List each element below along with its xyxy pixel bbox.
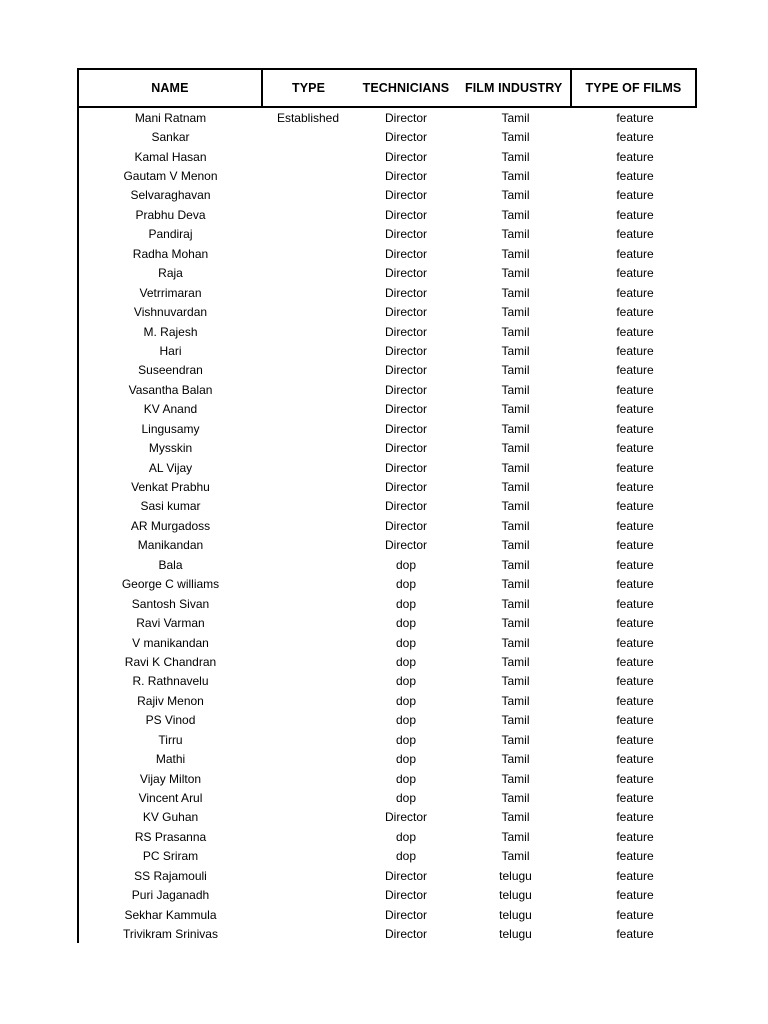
table-row xyxy=(79,516,697,535)
cell-type-of-films: feature xyxy=(616,285,654,300)
cell-type-of-films: feature xyxy=(616,305,654,320)
cell-technicians: Director xyxy=(384,266,427,281)
table-row xyxy=(79,613,697,632)
cell-name: Sasi kumar xyxy=(140,499,201,514)
spreadsheet-table xyxy=(77,68,697,943)
table-row xyxy=(79,924,697,943)
cell-type-of-films: feature xyxy=(616,207,654,222)
cell-name: Santosh Sivan xyxy=(131,596,210,611)
cell-name: Lingusamy xyxy=(141,421,200,436)
cell-type-of-films: feature xyxy=(616,752,654,767)
cell-name: Ravi K Chandran xyxy=(124,654,217,669)
cell-technicians: Director xyxy=(384,518,427,533)
cell-film-industry: Tamil xyxy=(501,188,530,203)
cell-film-industry: Tamil xyxy=(501,382,530,397)
table-row xyxy=(79,633,697,652)
cell-type-of-films: feature xyxy=(616,363,654,378)
cell-film-industry: Tamil xyxy=(501,207,530,222)
cell-technicians: Director xyxy=(384,460,427,475)
cell-type-of-films: feature xyxy=(616,927,654,942)
table-row xyxy=(79,419,697,438)
cell-name: KV Guhan xyxy=(142,810,199,825)
cell-technicians: dop xyxy=(395,557,417,572)
cell-film-industry: Tamil xyxy=(501,305,530,320)
cell-type-of-films: feature xyxy=(616,246,654,261)
cell-name: Kamal Hasan xyxy=(134,149,207,164)
cell-technicians: Director xyxy=(384,149,427,164)
cell-technicians: Director xyxy=(384,402,427,417)
cell-type-of-films: feature xyxy=(616,421,654,436)
cell-film-industry: Tamil xyxy=(501,810,530,825)
cell-technicians: Director xyxy=(384,227,427,242)
cell-type-of-films: feature xyxy=(616,849,654,864)
table-row xyxy=(79,788,697,807)
cell-name: Vetrrimaran xyxy=(139,285,202,300)
table-row xyxy=(79,108,697,127)
table-row xyxy=(79,827,697,846)
table-row xyxy=(79,205,697,224)
cell-film-industry: Tamil xyxy=(501,149,530,164)
cell-technicians: Director xyxy=(384,305,427,320)
cell-type-of-films: feature xyxy=(616,343,654,358)
cell-type-of-films: feature xyxy=(616,771,654,786)
cell-technicians: Director xyxy=(384,421,427,436)
table-row xyxy=(79,322,697,341)
cell-film-industry: Tamil xyxy=(501,577,530,592)
cell-type-of-films: feature xyxy=(616,149,654,164)
cell-film-industry: Tamil xyxy=(501,849,530,864)
cell-technicians: Director xyxy=(384,324,427,339)
cell-film-industry: Tamil xyxy=(501,169,530,184)
table-row xyxy=(79,341,697,360)
table-row xyxy=(79,808,697,827)
table-row xyxy=(79,652,697,671)
cell-technicians: dop xyxy=(395,791,417,806)
cell-type-of-films: feature xyxy=(616,654,654,669)
cell-name: Pandiraj xyxy=(148,227,193,242)
cell-name: Vishnuvardan xyxy=(133,305,208,320)
cell-film-industry: Tamil xyxy=(501,246,530,261)
cell-technicians: Director xyxy=(384,441,427,456)
cell-film-industry: Tamil xyxy=(501,635,530,650)
cell-film-industry: Tamil xyxy=(501,518,530,533)
cell-technicians: Director xyxy=(384,480,427,495)
cell-name: Prabhu Deva xyxy=(135,207,206,222)
cell-type-of-films: feature xyxy=(616,382,654,397)
cell-type-of-films: feature xyxy=(616,110,654,125)
header-technicians: TECHNICIANS xyxy=(362,81,450,95)
cell-type-of-films: feature xyxy=(616,538,654,553)
cell-name: Raja xyxy=(158,266,183,281)
cell-name: Radha Mohan xyxy=(132,246,209,261)
cell-type-of-films: feature xyxy=(616,907,654,922)
cell-technicians: Director xyxy=(384,169,427,184)
table-body xyxy=(77,108,697,943)
cell-type: Established xyxy=(276,110,340,125)
cell-technicians: dop xyxy=(395,674,417,689)
cell-technicians: dop xyxy=(395,596,417,611)
cell-technicians: dop xyxy=(395,713,417,728)
cell-film-industry: Tamil xyxy=(501,402,530,417)
cell-name: Suseendran xyxy=(138,363,203,378)
table-row xyxy=(79,147,697,166)
cell-name: V manikandan xyxy=(132,635,209,650)
table-row xyxy=(79,361,697,380)
cell-film-industry: telugu xyxy=(499,888,532,903)
table-row xyxy=(79,691,697,710)
cell-technicians: dop xyxy=(395,635,417,650)
cell-type-of-films: feature xyxy=(616,480,654,495)
table-row xyxy=(79,886,697,905)
cell-name: Hari xyxy=(159,343,182,358)
cell-type-of-films: feature xyxy=(616,518,654,533)
cell-name: Selvaraghavan xyxy=(130,188,211,203)
table-row xyxy=(79,497,697,516)
table-row xyxy=(79,458,697,477)
cell-type-of-films: feature xyxy=(616,732,654,747)
cell-type-of-films: feature xyxy=(616,557,654,572)
table-row xyxy=(79,905,697,924)
cell-type-of-films: feature xyxy=(616,829,654,844)
cell-film-industry: Tamil xyxy=(501,363,530,378)
table-row xyxy=(79,380,697,399)
cell-name: Gautam V Menon xyxy=(123,169,218,184)
cell-film-industry: Tamil xyxy=(501,674,530,689)
cell-film-industry: Tamil xyxy=(501,538,530,553)
cell-technicians: Director xyxy=(384,927,427,942)
cell-film-industry: Tamil xyxy=(501,829,530,844)
cell-technicians: Director xyxy=(384,538,427,553)
cell-technicians: Director xyxy=(384,810,427,825)
cell-technicians: dop xyxy=(395,732,417,747)
cell-film-industry: Tamil xyxy=(501,480,530,495)
table-row xyxy=(79,225,697,244)
table-row xyxy=(79,244,697,263)
cell-name: Manikandan xyxy=(137,538,204,553)
cell-name: M. Rajesh xyxy=(143,324,198,339)
table-row xyxy=(79,283,697,302)
cell-name: Mysskin xyxy=(148,441,193,456)
cell-technicians: Director xyxy=(384,285,427,300)
cell-film-industry: Tamil xyxy=(501,460,530,475)
cell-type-of-films: feature xyxy=(616,324,654,339)
cell-film-industry: Tamil xyxy=(501,791,530,806)
cell-type-of-films: feature xyxy=(616,441,654,456)
cell-technicians: Director xyxy=(384,868,427,883)
cell-film-industry: Tamil xyxy=(501,654,530,669)
cell-name: PC Sriram xyxy=(142,849,199,864)
cell-name: AL Vijay xyxy=(148,460,193,475)
cell-name: R. Rathnavelu xyxy=(132,674,209,689)
cell-name: Mathi xyxy=(155,752,186,767)
cell-name: Mani Ratnam xyxy=(134,110,207,125)
cell-name: Tirru xyxy=(158,732,183,747)
table-row xyxy=(79,438,697,457)
table-row xyxy=(79,166,697,185)
cell-name: Ravi Varman xyxy=(136,616,205,631)
header-type: TYPE xyxy=(291,81,326,95)
cell-technicians: Director xyxy=(384,499,427,514)
cell-type-of-films: feature xyxy=(616,577,654,592)
cell-technicians: Director xyxy=(384,207,427,222)
cell-type-of-films: feature xyxy=(616,596,654,611)
cell-type-of-films: feature xyxy=(616,888,654,903)
cell-type-of-films: feature xyxy=(616,402,654,417)
table-row xyxy=(79,555,697,574)
cell-film-industry: Tamil xyxy=(501,499,530,514)
cell-film-industry: Tamil xyxy=(501,227,530,242)
table-row xyxy=(79,594,697,613)
table-row xyxy=(79,536,697,555)
header-film-industry: FILM INDUSTRY xyxy=(458,70,572,106)
cell-technicians: dop xyxy=(395,771,417,786)
table-row xyxy=(79,186,697,205)
cell-film-industry: Tamil xyxy=(501,616,530,631)
header-type-of-films: TYPE OF FILMS xyxy=(585,81,682,95)
cell-film-industry: Tamil xyxy=(501,421,530,436)
cell-film-industry: Tamil xyxy=(501,285,530,300)
cell-technicians: Director xyxy=(384,246,427,261)
cell-film-industry: Tamil xyxy=(501,752,530,767)
table-row xyxy=(79,847,697,866)
cell-film-industry: Tamil xyxy=(501,343,530,358)
cell-type-of-films: feature xyxy=(616,674,654,689)
cell-name: Sekhar Kammula xyxy=(124,907,217,922)
cell-type-of-films: feature xyxy=(616,868,654,883)
cell-film-industry: Tamil xyxy=(501,713,530,728)
cell-technicians: dop xyxy=(395,654,417,669)
cell-film-industry: Tamil xyxy=(501,596,530,611)
cell-film-industry: Tamil xyxy=(501,732,530,747)
table-row xyxy=(79,127,697,146)
cell-name: Sankar xyxy=(151,130,190,145)
cell-film-industry: Tamil xyxy=(501,693,530,708)
cell-film-industry: Tamil xyxy=(501,130,530,145)
cell-type-of-films: feature xyxy=(616,635,654,650)
table-header xyxy=(77,68,697,108)
cell-film-industry: Tamil xyxy=(501,324,530,339)
cell-name: PS Vinod xyxy=(145,713,196,728)
cell-type-of-films: feature xyxy=(616,693,654,708)
cell-technicians: dop xyxy=(395,577,417,592)
cell-name: Vasantha Balan xyxy=(128,382,213,397)
table-row xyxy=(79,730,697,749)
cell-technicians: dop xyxy=(395,829,417,844)
cell-name: SS Rajamouli xyxy=(134,868,207,883)
table-row xyxy=(79,672,697,691)
cell-type-of-films: feature xyxy=(616,130,654,145)
cell-technicians: dop xyxy=(395,849,417,864)
table-row xyxy=(79,866,697,885)
cell-type-of-films: feature xyxy=(616,791,654,806)
cell-film-industry: Tamil xyxy=(501,266,530,281)
cell-film-industry: telugu xyxy=(499,927,532,942)
cell-type-of-films: feature xyxy=(616,810,654,825)
cell-film-industry: telugu xyxy=(499,907,532,922)
cell-name: Rajiv Menon xyxy=(137,693,204,708)
cell-technicians: Director xyxy=(384,907,427,922)
cell-technicians: Director xyxy=(384,110,427,125)
cell-name: KV Anand xyxy=(143,402,198,417)
cell-film-industry: Tamil xyxy=(501,771,530,786)
table-row xyxy=(79,477,697,496)
cell-type-of-films: feature xyxy=(616,499,654,514)
cell-name: Trivikram Srinivas xyxy=(123,927,218,942)
cell-type-of-films: feature xyxy=(616,169,654,184)
cell-name: Bala xyxy=(158,557,183,572)
cell-type-of-films: feature xyxy=(616,266,654,281)
cell-film-industry: Tamil xyxy=(501,557,530,572)
cell-technicians: Director xyxy=(384,188,427,203)
cell-name: George C williams xyxy=(121,577,220,592)
cell-technicians: Director xyxy=(384,382,427,397)
table-row xyxy=(79,769,697,788)
cell-name: Puri Jaganadh xyxy=(131,888,210,903)
header-name: NAME xyxy=(79,70,263,106)
cell-technicians: Director xyxy=(384,888,427,903)
table-row xyxy=(79,264,697,283)
cell-type-of-films: feature xyxy=(616,188,654,203)
cell-name: AR Murgadoss xyxy=(130,518,211,533)
table-row xyxy=(79,711,697,730)
cell-name: Vijay Milton xyxy=(139,771,202,786)
cell-technicians: Director xyxy=(384,130,427,145)
cell-type-of-films: feature xyxy=(616,616,654,631)
cell-technicians: dop xyxy=(395,693,417,708)
cell-name: RS Prasanna xyxy=(134,829,207,844)
cell-type-of-films: feature xyxy=(616,713,654,728)
cell-type-of-films: feature xyxy=(616,460,654,475)
cell-technicians: dop xyxy=(395,752,417,767)
cell-type-of-films: feature xyxy=(616,227,654,242)
cell-technicians: Director xyxy=(384,343,427,358)
table-row xyxy=(79,400,697,419)
cell-film-industry: Tamil xyxy=(501,441,530,456)
cell-film-industry: telugu xyxy=(499,868,532,883)
cell-name: Venkat Prabhu xyxy=(131,480,210,495)
table-row xyxy=(79,302,697,321)
table-row xyxy=(79,749,697,768)
cell-technicians: Director xyxy=(384,363,427,378)
table-row xyxy=(79,575,697,594)
cell-film-industry: Tamil xyxy=(501,110,530,125)
cell-name: Vincent Arul xyxy=(138,791,203,806)
cell-technicians: dop xyxy=(395,616,417,631)
